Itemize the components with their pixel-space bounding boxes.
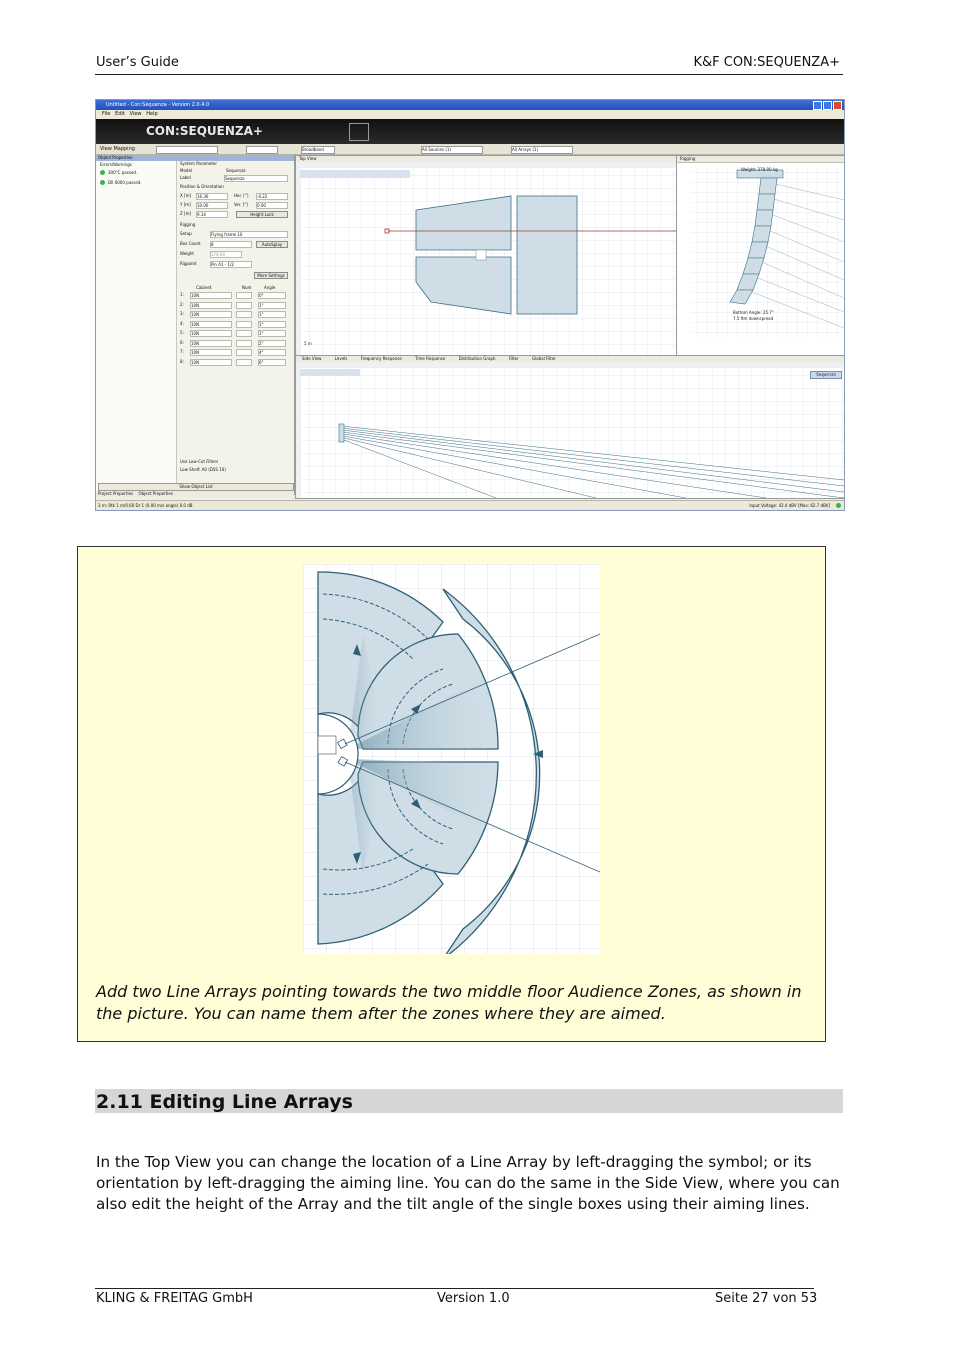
top-view-tools[interactable] xyxy=(300,170,410,178)
footer-version: Version 1.0 xyxy=(437,1291,510,1306)
cabinet-row[interactable] xyxy=(180,359,290,366)
rigging-view-panel xyxy=(676,155,845,357)
cabinet-num-field[interactable] xyxy=(236,311,252,318)
y-field[interactable]: 10.00 xyxy=(196,202,228,209)
footer-company: KLING & FREITAG GmbH xyxy=(96,1291,253,1306)
weight-field: 378.00 xyxy=(210,251,242,258)
section-heading-bar xyxy=(95,1089,843,1113)
cabinet-type-select[interactable]: 10N xyxy=(190,349,232,356)
low-shelf-label: Low Shelf: A0 (DSS 10) xyxy=(180,467,226,472)
cabinet-num-field[interactable] xyxy=(236,292,252,299)
kf-logo-icon xyxy=(349,123,369,141)
cabinet-type-select[interactable]: 10N xyxy=(190,330,232,337)
cabinet-type-select[interactable]: 10N xyxy=(190,302,232,309)
tab-side-view[interactable]: Side View xyxy=(302,356,322,361)
position-label: Position & Orientation xyxy=(180,184,224,189)
software-screenshot xyxy=(95,99,845,511)
app-brand: CON:SEQUENZA+ xyxy=(146,124,263,138)
rigpoint-label: Rigpoint xyxy=(180,261,197,266)
minimize-icon[interactable] xyxy=(813,101,822,110)
body-paragraph: In the Top View you can change the location of a Line Array by left-dragging the symbol; or its orientation by left-dragging the aiming line. You can do the same in the Side View, where you can also edit the height of the Array and the tilt angle of the single boxes using their aiming lines. xyxy=(96,1153,840,1213)
cabinet-row-number: 4: xyxy=(180,320,184,326)
setup-label: Setup xyxy=(180,231,192,236)
panel-tabs xyxy=(96,491,294,497)
show-object-list-label: Show Object List xyxy=(179,484,213,489)
cabinet-row-number: 5: xyxy=(180,330,184,335)
view-mapping-button[interactable]: View Mapping xyxy=(100,146,135,152)
tip-caption: Add two Line Arrays pointing towards the two middle floor Audience Zones, as shown in the picture. You can name them after the zones where they are aimed. xyxy=(96,982,802,1023)
cabinet-row[interactable] xyxy=(180,321,290,328)
rigging-canvas xyxy=(677,162,844,356)
cabinet-angle-select[interactable]: 1° xyxy=(258,330,286,337)
maximize-icon[interactable] xyxy=(823,101,832,110)
x-label: X [m] xyxy=(180,193,192,198)
model-value: Sequenza xyxy=(226,168,246,173)
num-col-header: Num xyxy=(242,285,252,290)
side-view-tools[interactable] xyxy=(300,369,360,376)
tab-time-response[interactable]: Time Response xyxy=(415,356,446,361)
rig-downspread: 7.5 ftm downspread xyxy=(733,316,774,321)
angle-col-header: Angle xyxy=(264,285,276,290)
cabinet-num-field[interactable] xyxy=(236,349,252,356)
tree-item[interactable]: DII 0000 passed. xyxy=(108,180,142,185)
weight-label: Weight xyxy=(180,251,194,256)
x-field[interactable]: 16.36 xyxy=(196,193,228,200)
cabinet-angle-select[interactable]: 0° xyxy=(258,292,286,299)
cabinet-row-number: 6: xyxy=(180,339,184,345)
ref-marker xyxy=(476,250,486,260)
setup-select[interactable]: Flying frame 10 xyxy=(210,231,288,238)
cabinet-num-field[interactable] xyxy=(236,359,252,366)
tab-distribution-graph[interactable]: Distribution Graph xyxy=(458,356,496,361)
tab-frequency-response[interactable]: Frequency Response xyxy=(360,356,402,361)
show-object-list-button[interactable] xyxy=(98,483,294,491)
cabinet-col-header: Cabinet xyxy=(196,285,212,290)
ver-label: Ver. [°] xyxy=(234,202,248,207)
panel-title: Object Properties xyxy=(98,155,133,160)
autosplay-button[interactable]: AutoSplay xyxy=(256,241,288,248)
status-right: Input Voltage: 42.4 dBV [Max: 62.7 dBV] xyxy=(749,503,830,508)
top-view-canvas[interactable] xyxy=(296,162,677,356)
cabinet-type-select[interactable]: 10N xyxy=(190,340,232,347)
cabinet-angle-select[interactable]: 1° xyxy=(258,302,286,309)
rigpoint-select[interactable]: Pin A1 - 1/2 xyxy=(210,261,252,268)
cabinet-row[interactable] xyxy=(180,302,290,309)
hor-field[interactable]: -0.22 xyxy=(256,193,288,200)
toolbar-dropdown-1[interactable] xyxy=(156,146,218,154)
audience-zone-right[interactable] xyxy=(517,196,577,314)
low-cut-checkbox[interactable]: Use Low-Cut Filters xyxy=(180,459,219,464)
window-title: Untitled - Con:Sequenza - Version 2.0.4.0 xyxy=(106,102,210,108)
tab-filter[interactable]: Filter xyxy=(508,356,519,361)
z-field[interactable]: 9.14 xyxy=(196,211,228,218)
errors-tree xyxy=(96,161,177,491)
main-toolbar xyxy=(96,144,844,155)
close-icon[interactable] xyxy=(833,101,842,110)
footer-page-number: Seite 27 von 53 xyxy=(715,1291,818,1306)
side-view-canvas[interactable] xyxy=(296,362,844,498)
top-view-panel xyxy=(295,155,678,357)
cabinet-angle-select[interactable]: 2° xyxy=(258,340,286,347)
tab-project-properties[interactable]: Project Properties xyxy=(98,491,134,496)
check-icon xyxy=(100,170,105,175)
label-field[interactable]: Sequenza xyxy=(224,175,288,182)
object-properties-panel xyxy=(96,155,295,495)
menu-bar xyxy=(96,110,844,119)
rigging-label: Rigging xyxy=(180,222,196,227)
cabinet-num-field[interactable] xyxy=(236,321,252,328)
system-param-label: System Parameter xyxy=(180,161,217,166)
ver-field[interactable]: 0.00 xyxy=(256,202,288,209)
cabinet-type-select[interactable]: 10N xyxy=(190,292,232,299)
cabinet-num-field[interactable] xyxy=(236,330,252,337)
tree-heading: Errors/Warnings xyxy=(100,162,132,167)
rig-bottom-angle: Bottom Angle: 25.7° xyxy=(733,310,774,315)
cabinet-row[interactable] xyxy=(180,330,290,337)
tip-box xyxy=(77,546,826,1042)
footer-rule xyxy=(95,1288,814,1289)
tab-object-properties[interactable]: Object Properties xyxy=(138,491,173,496)
status-bar xyxy=(96,500,844,510)
check-icon xyxy=(100,180,105,185)
window-titlebar xyxy=(96,100,844,110)
menu-file[interactable]: File xyxy=(102,111,111,117)
cabinet-row-number: 7: xyxy=(180,349,184,354)
rig-weight-label: Weight: 378.00 kg xyxy=(741,167,778,172)
side-view-panel xyxy=(295,355,845,499)
status-ok-icon xyxy=(836,503,841,508)
cabinet-row-number: 1: xyxy=(180,292,184,297)
box-count-select[interactable]: 8 xyxy=(210,241,252,248)
menu-view[interactable]: View xyxy=(129,111,142,117)
more-settings-button[interactable]: More Settings xyxy=(254,272,288,279)
header-rule xyxy=(95,74,843,75)
tree-item[interactable]: 300°C passed. xyxy=(108,170,138,175)
cabinet-angle-select[interactable]: 1° xyxy=(258,311,286,318)
cabinet-row-number: 3: xyxy=(180,311,184,316)
y-label: Y [m] xyxy=(180,202,191,207)
cabinet-row[interactable] xyxy=(180,349,290,356)
tab-rigging[interactable]: Rigging xyxy=(680,156,696,161)
broadband-field[interactable]: Broadband xyxy=(301,146,335,154)
cabinet-row[interactable] xyxy=(180,340,290,347)
cabinet-row-number: 2: xyxy=(180,301,184,307)
cabinet-type-select[interactable]: 10N xyxy=(190,359,232,366)
cabinet-row-number: 8: xyxy=(180,358,184,364)
arrays-dropdown[interactable]: All Arrays (1) xyxy=(511,146,573,154)
cabinet-type-select[interactable]: 10N xyxy=(190,311,232,318)
model-label: Model xyxy=(180,168,193,173)
cabinet-num-field[interactable] xyxy=(236,302,252,309)
menu-help[interactable]: Help xyxy=(146,111,158,117)
sources-dropdown[interactable]: All Sources (1) xyxy=(421,146,483,154)
header-right: K&F CON:SEQUENZA+ xyxy=(693,55,840,70)
toolbar-dropdown-2[interactable] xyxy=(246,146,278,154)
cabinet-row[interactable] xyxy=(180,311,290,318)
cabinet-row[interactable] xyxy=(180,292,290,299)
menu-edit[interactable]: Edit xyxy=(115,111,125,117)
header-left: User’s Guide xyxy=(96,55,179,70)
height-lock-button[interactable]: Height Lock xyxy=(236,211,288,218)
hor-label: Hor. [°] xyxy=(234,193,249,198)
tab-levels[interactable]: Levels xyxy=(334,356,348,361)
section-title: 2.11 Editing Line Arrays xyxy=(96,1091,353,1113)
z-label: Z [m] xyxy=(180,211,192,216)
status-left: 3 m: Rtk 1 m/0.60 Dr 1 (0.00 m/s angle) 0.0 dB xyxy=(98,503,193,508)
label-label: Label xyxy=(180,175,191,180)
cabinet-angle-select[interactable]: 1° xyxy=(258,321,286,328)
audience-zones-figure xyxy=(303,564,600,954)
window-controls xyxy=(813,101,842,109)
cabinet-num-field[interactable] xyxy=(236,340,252,347)
cabinet-angle-select[interactable]: 4° xyxy=(258,349,286,356)
tab-global-filter[interactable]: Global Filter xyxy=(532,356,556,361)
cabinet-type-select[interactable]: 10N xyxy=(190,321,232,328)
scale-label: 5 m xyxy=(304,341,312,346)
cabinet-angle-select[interactable]: 6° xyxy=(258,359,286,366)
app-banner xyxy=(96,119,844,144)
box-count-label: Box Count xyxy=(180,241,201,246)
tab-top-view[interactable]: Top View xyxy=(299,156,317,161)
